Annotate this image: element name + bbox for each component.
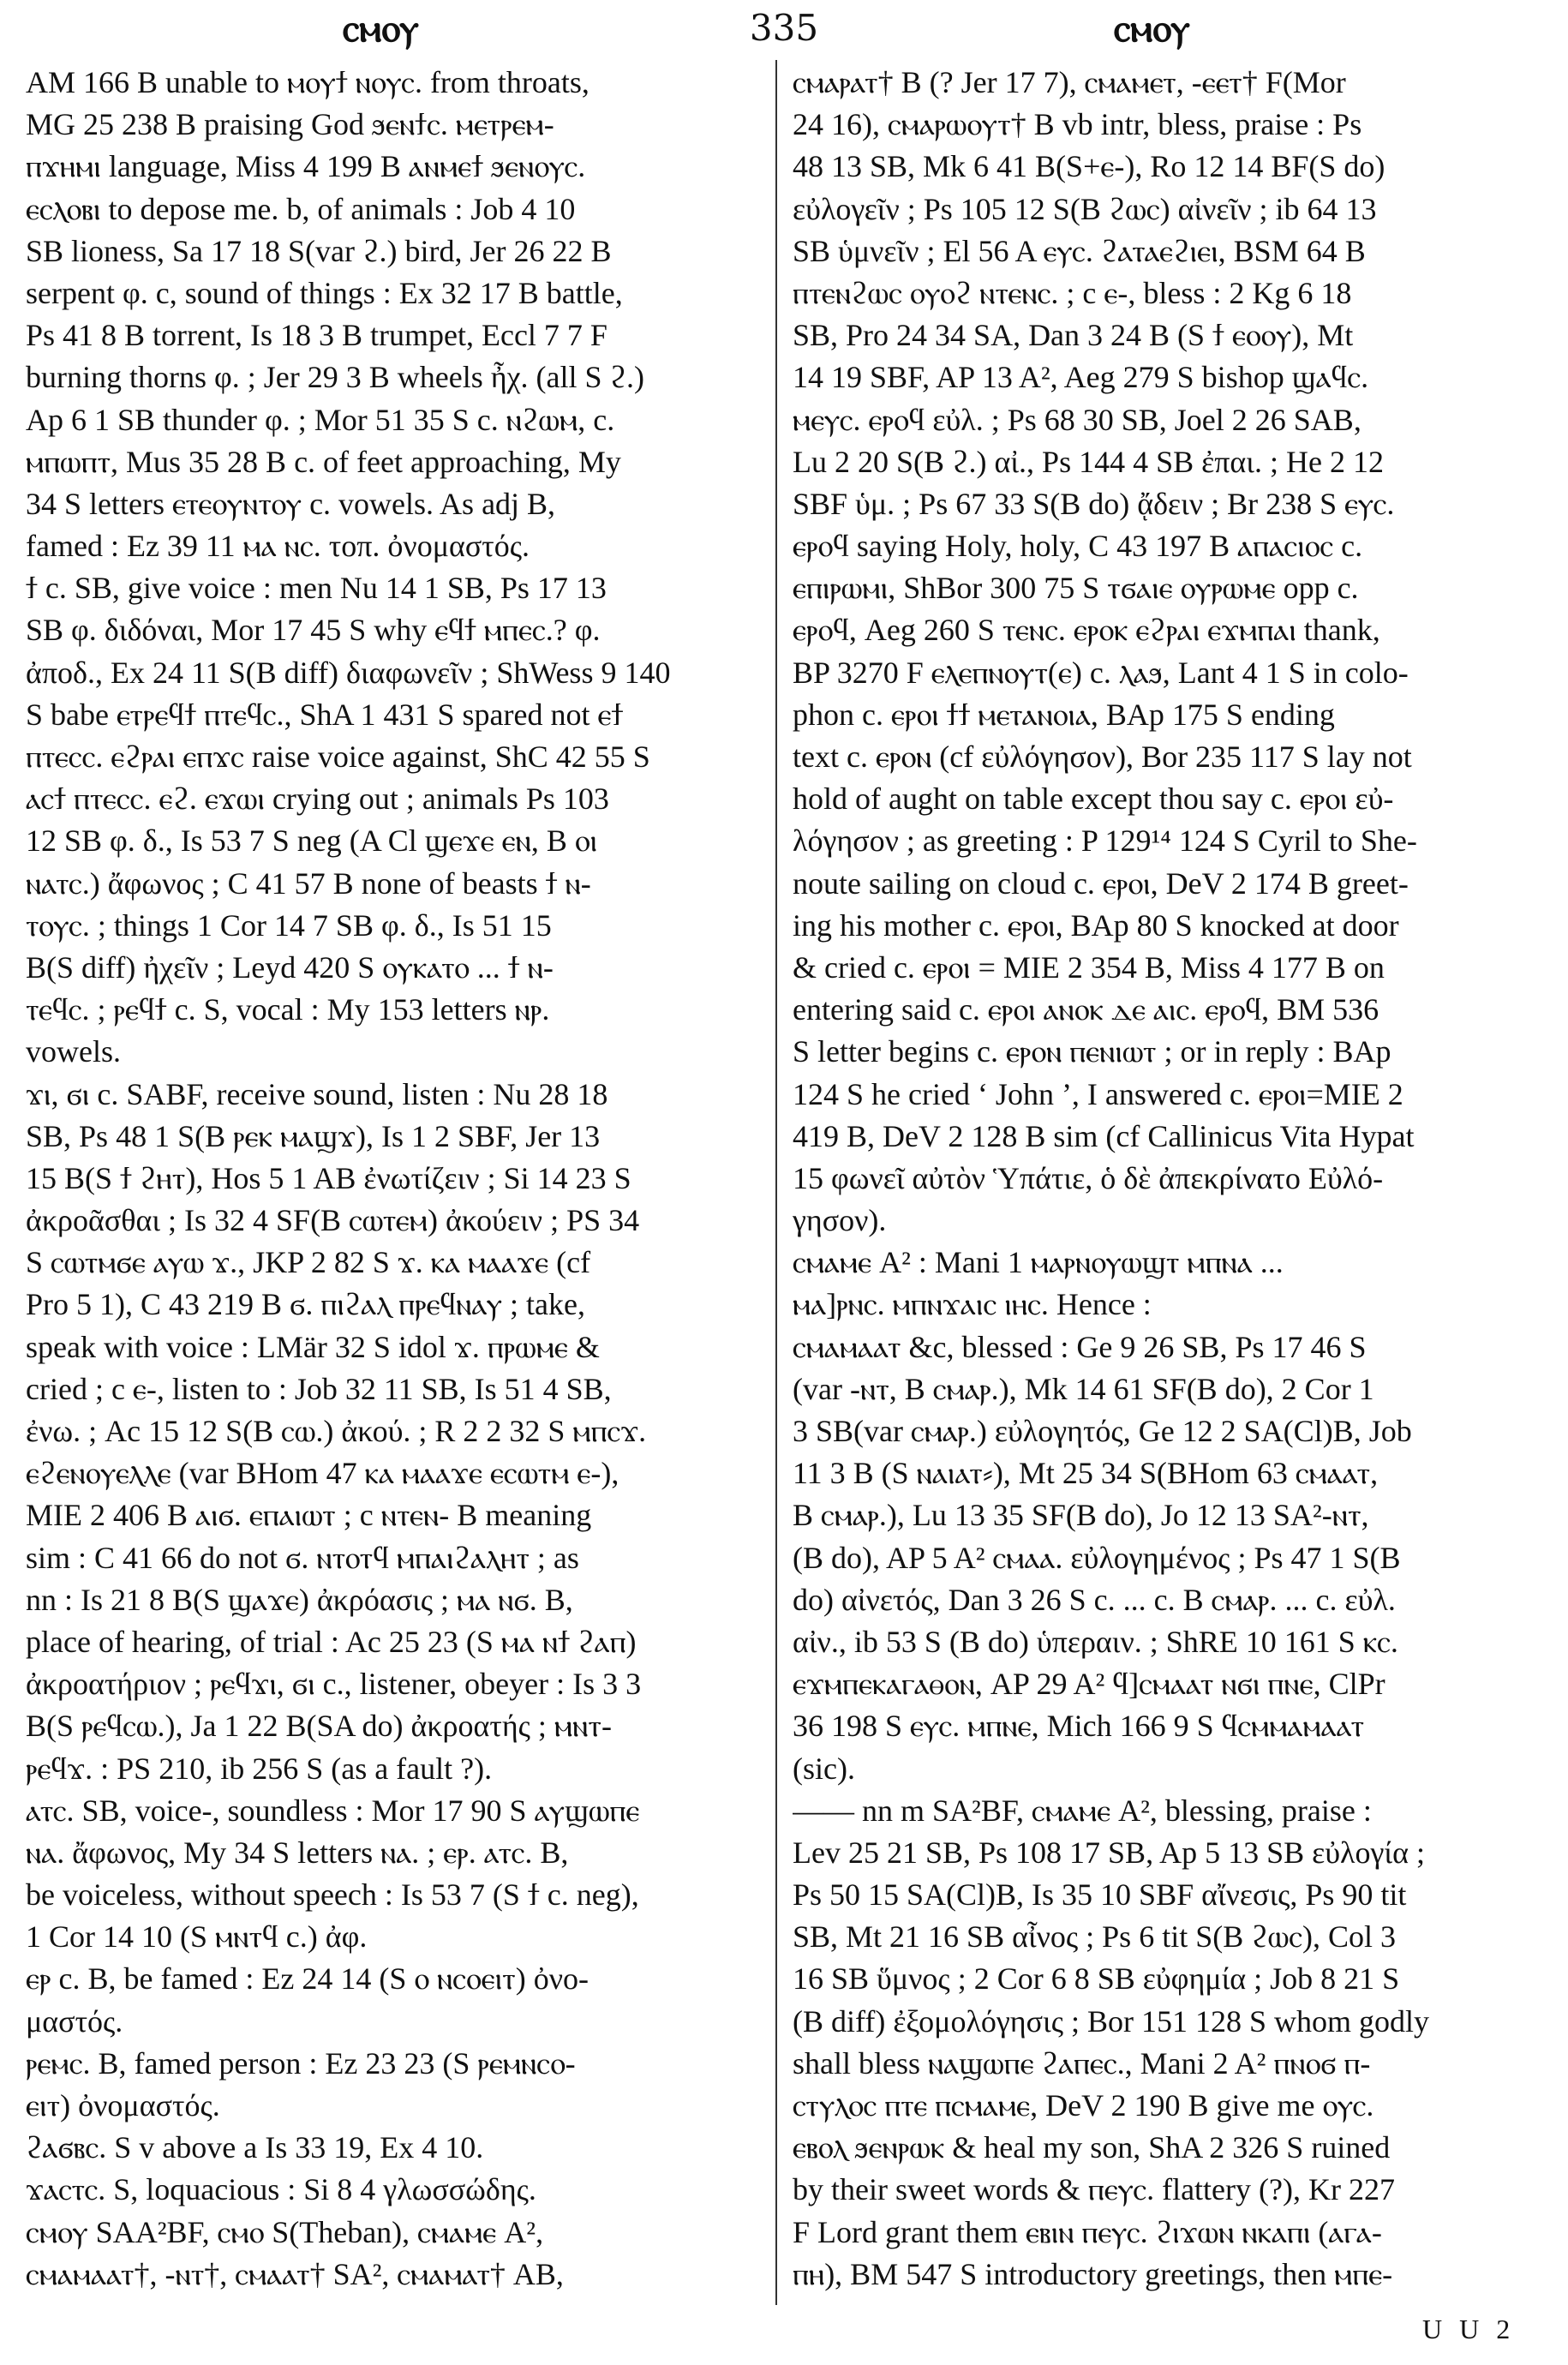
text-line: ⲧⲟⲩⲥ. ; things 1 Cor 14 7 SB φ. δ., Is 51 15 <box>26 907 552 943</box>
text-line: ϫⲓ, ϭⲓ c. SABF, receive sound, listen : Nu 28 18 <box>26 1076 608 1111</box>
text-line: ⲡⲧⲉⲥⲥ. ⲉϩⲣⲁⲓ ⲉⲡϫⲥ raise voice against, ShC 42 55 S <box>26 739 650 774</box>
text-line: Ap 6 1 SB thunder φ. ; Mor 51 35 S c. ⲛϩⲱⲙ, c. <box>26 402 615 437</box>
text-line: ⲉϩⲉⲛⲟⲩⲉⲗⲗⲉ (var BHom 47 ⲕⲁ ⲙⲁⲁϫⲉ ⲉⲥⲱⲧⲙ ⲉ-), <box>26 1456 619 1491</box>
text-line: ⲣⲉⲙⲥ. B, famed person : Ez 23 23 (S ⲣⲉⲙⲛⲥⲟ- <box>26 2045 576 2081</box>
text-line: S babe ⲉⲧⲣⲉϥϯ ⲡⲧⲉϥⲥ., ShA 1 431 S spared not ⲉϯ <box>26 697 624 732</box>
text-line: cried ; c ⲉ-, listen to : Job 32 11 SB, Is 51 4 SB, <box>26 1371 612 1406</box>
text-line: AM 166 B unable to ⲙⲟⲩϯ ⲛⲟⲩⲥ. from throats, <box>26 65 589 99</box>
text-line: SBF ὑμ. ; Ps 67 33 S(B do) ᾄδειν ; Br 238 S ⲉⲩⲥ. <box>793 486 1395 521</box>
text-line: 1 Cor 14 10 (S ⲙⲛⲧϥ c.) ἀφ. <box>26 1919 368 1955</box>
text-line: ⲥⲙⲁⲙⲁⲁⲧ &c, blessed : Ge 9 26 SB, Ps 17 46 S <box>793 1329 1367 1364</box>
text-line: ⲡϫⲏⲙⲓ language, Miss 4 199 B ⲁⲛⲙⲉϯ ϧⲉⲛⲟⲩⲥ. <box>26 149 586 184</box>
text-line: ϯ c. SB, give voice : men Nu 14 1 SB, Ps 17 13 <box>26 571 607 606</box>
text-line: ⲉⲣⲟϥ, Aeg 260 S ⲧⲉⲛⲥ. ⲉⲣⲟⲕ ⲉϩⲣⲁⲓ ⲉϫⲙⲡⲁⲓ thank, <box>793 613 1380 648</box>
text-line: ϫⲁⲥⲧⲥ. S, loquacious : Si 8 4 γλωσσώδης. <box>26 2172 536 2207</box>
text-line: S ⲥⲱⲧⲙϭⲉ ⲁⲩⲱ ϫ., JKP 2 82 S ϫ. ⲕⲁ ⲙⲁⲁϫⲉ (cf <box>26 1245 591 1280</box>
text-line: 3 SB(var ⲥⲙⲁⲣ.) εὐλογητός, Ge 12 2 SA(Cl)B, Job <box>793 1414 1412 1448</box>
text-line: 16 SB ὕμνος ; 2 Cor 6 8 SB εὐφημία ; Job 8 21 S <box>793 1961 1400 1997</box>
text-line: 124 S he cried ‘ John ’, I answered c. ⲉⲣⲟⲓ=MIE 2 <box>793 1076 1403 1111</box>
column-divider <box>775 60 777 2305</box>
text-line: BP 3270 F ⲉⲗⲉⲡⲛⲟⲩⲧ(ⲉ) c. ⲗⲁϧ, Lant 4 1 S in colo- <box>793 655 1409 690</box>
text-line: hold of aught on table except thou say c. ⲉⲣⲟⲓ εὐ- <box>793 781 1394 817</box>
text-line: speak with voice : LMär 32 S idol ϫ. ⲡⲣⲱⲙⲉ & <box>26 1329 600 1364</box>
text-line: entering said c. ⲉⲣⲟⲓ ⲁⲛⲟⲕ ⲇⲉ ⲁⲓⲥ. ⲉⲣⲟϥ, BM 536 <box>793 992 1379 1027</box>
text-line: ⲙⲁ]ⲣⲛⲥ. ⲙⲡⲛϫⲁⲓⲥ ⲓⲏⲥ. Hence : <box>793 1287 1152 1322</box>
text-line: 15 φωνεῖ αὐτὸν Ὑπάτιε, ὁ δὲ ἀπεκρίνατο Εὐλό- <box>793 1160 1384 1195</box>
text-line: S letter begins c. ⲉⲣⲟⲛ ⲡⲉⲛⲓⲱⲧ ; or in reply : BAp <box>793 1034 1391 1069</box>
text-line: nn : Is 21 8 B(S ϣⲁϫⲉ) ἀκρόασις ; ⲙⲁ ⲛϭ. B, <box>26 1582 573 1617</box>
text-line: Lev 25 21 SB, Ps 108 17 SB, Ap 5 13 SB εὐλογία ; <box>793 1835 1425 1870</box>
text-line: by their sweet words & ⲡⲉⲩⲥ. flattery (?), Kr 227 <box>793 2172 1395 2207</box>
text-line: ⲥⲙⲁⲙⲉ A² : Mani 1 ⲙⲁⲣⲛⲟⲩⲱϣⲧ ⲙⲡⲛⲁ ... <box>793 1245 1284 1280</box>
text-line: ⲧⲉϥⲥ. ; ⲣⲉϥϯ c. S, vocal : My 153 letters ⲛⲣ. <box>26 992 550 1027</box>
text-line: 34 S letters ⲉⲧⲉⲟⲩⲛⲧⲟⲩ c. vowels. As adj B, <box>26 486 556 521</box>
text-line: ⲉⲥⲗⲟⲃⲓ to depose me. b, of animals : Job 4 10 <box>26 191 576 226</box>
text-line: SB, Mt 21 16 SB αἶνος ; Ps 6 tit S(B ϩⲱⲥ), Col 3 <box>793 1919 1397 1955</box>
text-line: ⲡⲏ), BM 547 S introductory greetings, then ⲙⲡⲉ- <box>793 2256 1393 2291</box>
text-line: ϩⲁϭⲃⲥ. S v above a Is 33 19, Ex 4 10. <box>26 2130 484 2165</box>
text-line: (B diff) ἐξομολόγησις ; Bor 151 128 S whom godly <box>793 2003 1430 2039</box>
text-line: sim : C 41 66 do not ϭ. ⲛⲧⲟⲧϥ ⲙⲡⲁⲓϩⲁⲗⲏⲧ ; as <box>26 1540 579 1575</box>
text-line: serpent φ. c, sound of things : Ex 32 17 B battle, <box>26 275 623 310</box>
text-line: Ps 50 15 SA(Cl)B, Is 35 10 SBF αἴνεσις, Ps 90 tit <box>793 1877 1407 1913</box>
text-line: B(S diff) ἠχεῖν ; Leyd 420 S ⲟⲩⲕⲁⲧⲟ ... ϯ ⲛ- <box>26 949 554 985</box>
text-line: μαστός. <box>26 2003 123 2039</box>
text-line: ⲙⲡⲱⲡⲧ, Mus 35 28 B c. of feet approaching, My <box>26 444 621 479</box>
text-line: ⲛⲁⲧⲥ.) ἄφωνος ; C 41 57 B none of beasts ϯ ⲛ- <box>26 865 591 901</box>
text-line: SB ὑμνεῖν ; El 56 A ⲉⲩⲥ. ϩⲁⲧⲁⲉϩⲓⲉⲓ, BSM 64 B <box>793 233 1366 268</box>
text-line: SB, Pro 24 34 SA, Dan 3 24 B (S ϯ ⲉⲟⲟⲩ), Mt <box>793 318 1354 353</box>
running-head-right: ⲥⲙⲟⲩ <box>1114 7 1190 51</box>
running-head-left: ⲥⲙⲟⲩ <box>343 7 419 51</box>
text-line: vowels. <box>26 1034 121 1069</box>
right-column <box>793 62 1529 2315</box>
text-line: 15 B(S ϯ ϩⲏⲧ), Hos 5 1 AB ἐνωτίζειν ; Si 14 23 S <box>26 1160 631 1195</box>
text-line: do) αἰνετός, Dan 3 26 S c. ... c. B ⲥⲙⲁⲣ. ... c. εὐλ. <box>793 1582 1396 1617</box>
text-line: 36 198 S ⲉⲩⲥ. ⲙⲡⲛⲉ, Mich 166 9 S ϥⲥⲙⲙⲁⲙⲁⲁⲧ <box>793 1709 1365 1744</box>
text-line: ἀκροατήριον ; ⲣⲉϥϫⲓ, ϭⲓ c., listener, obeyer : Is 3 3 <box>26 1667 642 1702</box>
text-line: be voiceless, without speech : Is 53 7 (S ϯ c. neg), <box>26 1877 639 1913</box>
text-line: ⲁⲧⲥ. SB, voice-, soundless : Mor 17 90 S ⲁⲩϣⲱⲡⲉ <box>26 1793 640 1828</box>
text-line: MIE 2 406 B ⲁⲓϭ. ⲉⲡⲁⲓⲱⲧ ; c ⲛⲧⲉⲛ- B meaning <box>26 1498 592 1533</box>
text-line: ἐνω. ; Ac 15 12 S(B ⲥⲱ.) ἀκού. ; R 2 2 32 S ⲙⲡⲥϫ. <box>26 1414 647 1448</box>
text-line: F Lord grant them ⲉⲃⲓⲛ ⲡⲉⲩⲥ. ϩⲓϫⲱⲛ ⲛⲕⲁⲡⲓ (ⲁⲅⲁ- <box>793 2214 1382 2249</box>
text-line: (sic). <box>793 1751 855 1786</box>
text-line: 12 SB φ. δ., Is 53 7 S neg (A Cl ϣⲉϫⲉ ⲉⲛ, B ⲟⲓ <box>26 823 598 859</box>
text-line: ⲉⲃⲟⲗ ϧⲉⲛⲣⲱⲕ & heal my son, ShA 2 326 S ruined <box>793 2130 1391 2165</box>
text-line: 419 B, DeV 2 128 B sim (cf Callinicus Vita Hypat <box>793 1118 1415 1153</box>
text-line: ⲥⲙⲁⲙⲁⲁⲧ†, -ⲛⲧ†, ⲥⲙⲁⲁⲧ† SA², ⲥⲙⲁⲙⲁⲧ† AB, <box>26 2256 564 2291</box>
text-line: ⲥⲧⲩⲗⲟⲥ ⲡⲧⲉ ⲡⲥⲙⲁⲙⲉ, DeV 2 190 B give me ⲟⲩⲥ. <box>793 2088 1374 2123</box>
text-line: noute sailing on cloud c. ⲉⲣⲟⲓ, DeV 2 174 B greet- <box>793 865 1409 901</box>
text-line: (var -ⲛⲧ, B ⲥⲙⲁⲣ.), Mk 14 61 SF(B do), 2 Cor 1 <box>793 1371 1374 1406</box>
text-line: ⲉⲓⲧ) ὀνομαστός. <box>26 2088 220 2123</box>
text-line: —— nn m SA²BF, ⲥⲙⲁⲙⲉ A², blessing, praise : <box>793 1793 1372 1828</box>
text-line: B(S ⲣⲉϥⲥⲱ.), Ja 1 22 B(SA do) ἀκροατής ; ⲙⲛⲧ- <box>26 1709 612 1744</box>
text-line: 24 16), ⲥⲙⲁⲣⲱⲟⲩⲧ† B vb intr, bless, praise : Ps <box>793 107 1362 142</box>
text-line: place of hearing, of trial : Ac 25 23 (S ⲙⲁ ⲛϯ ϩⲁⲡ) <box>26 1624 637 1659</box>
text-line: ⲡⲧⲉⲛϩⲱⲥ ⲟⲩⲟϩ ⲛⲧⲉⲛⲥ. ; c ⲉ-, bless : 2 Kg 6 18 <box>793 275 1352 310</box>
left-column <box>26 62 763 2315</box>
text-line: ⲣⲉϥϫ. : PS 210, ib 256 S (as a fault ?). <box>26 1751 493 1786</box>
text-line: γησον). <box>793 1203 887 1238</box>
text-line: burning thorns φ. ; Jer 29 3 B wheels ἦχ. (all S ϩ.) <box>26 360 645 395</box>
text-line: αἰν., ib 53 S (B do) ὑπεραιν. ; ShRE 10 161 S ⲕⲥ. <box>793 1624 1398 1659</box>
text-line: SB φ. διδόναι, Mor 17 45 S why ⲉϥϯ ⲙⲡⲉⲥ.? φ. <box>26 613 601 648</box>
text-line: ⲥⲙⲁⲣⲁⲧ† B (? Jer 17 7), ⲥⲙⲁⲙⲉⲧ, -ⲉⲉⲧ† F(Mor <box>793 65 1346 99</box>
text-line: 11 3 B (S ⲛⲁⲓⲁⲧ⸗), Mt 25 34 S(BHom 63 ⲥⲙⲁⲁⲧ, <box>793 1456 1379 1491</box>
text-line: ἀκροᾶσθαι ; Is 32 4 SF(B ⲥⲱⲧⲉⲙ) ἀκούειν ; PS 34 <box>26 1203 640 1238</box>
text-line: 14 19 SBF, AP 13 A², Aeg 279 S bishop ϣⲁϥⲥ. <box>793 360 1369 395</box>
text-line: shall bless ⲛⲁϣⲱⲡⲉ ϩⲁⲡⲉⲥ., Mani 2 A² ⲡⲛⲟϭ ⲡ- <box>793 2045 1371 2081</box>
text-line: ⲉⲣⲟϥ saying Holy, holy, C 43 197 B ⲁⲡⲁⲥⲓⲟⲥ c. <box>793 529 1363 564</box>
text-line: ⲁⲥϯ ⲡⲧⲉⲥⲥ. ⲉϩ. ⲉϫⲱⲓ crying out ; animals Ps 103 <box>26 781 609 817</box>
text-line: phon c. ⲉⲣⲟⲓ ϯϯ ⲙⲉⲧⲁⲛⲟⲓⲁ, BAp 175 S ending <box>793 697 1335 732</box>
page-number: 335 <box>749 7 819 49</box>
text-line: SB, Ps 48 1 S(B ⲣⲉⲕ ⲙⲁϣϫ), Is 1 2 SBF, Jer 13 <box>26 1118 601 1153</box>
text-line: ⲉⲡⲓⲣⲱⲙⲓ, ShBor 300 75 S ⲧϭⲁⲓⲉ ⲟⲩⲣⲱⲙⲉ opp c. <box>793 571 1359 606</box>
text-line: 48 13 SB, Mk 6 41 B(S+ⲉ-), Ro 12 14 BF(S do) <box>793 149 1385 184</box>
text-line: λόγησον ; as greeting : P 129¹⁴ 124 S Cyril to She- <box>793 823 1417 859</box>
text-line: text c. ⲉⲣⲟⲛ (cf εὐλόγησον), Bor 235 117 S lay not <box>793 739 1412 774</box>
text-line: ⲙⲉⲩⲥ. ⲉⲣⲟϥ εὐλ. ; Ps 68 30 SB, Joel 2 26 SAB, <box>793 402 1362 437</box>
signature-mark: U U 2 <box>1422 2314 1516 2344</box>
text-line: B ⲥⲙⲁⲣ.), Lu 13 35 SF(B do), Jo 12 13 SA²-ⲛⲧ, <box>793 1498 1369 1533</box>
text-line: ⲥⲙⲟⲩ SAA²BF, ⲥⲙⲟ S(Theban), ⲥⲙⲁⲙⲉ A², <box>26 2214 544 2249</box>
text-line: ⲉϫⲙⲡⲉⲕⲁⲅⲁⲑⲟⲛ, AP 29 A² ϥ]ⲥⲙⲁⲁⲧ ⲛϭⲓ ⲡⲛⲉ, ClPr <box>793 1667 1385 1702</box>
text-line: (B do), AP 5 A² ⲥⲙⲁⲁ. εὐλογημένος ; Ps 47 1 S(B <box>793 1540 1401 1575</box>
text-line: ing his mother c. ⲉⲣⲟⲓ, BAp 80 S knocked at door <box>793 907 1399 943</box>
text-line: ἀποδ., Ex 24 11 S(B diff) διαφωνεῖν ; ShWess 9 140 <box>26 655 671 690</box>
text-line: ⲛⲁ. ἄφωνος, My 34 S letters ⲛⲁ. ; ⲉⲣ. ⲁⲧⲥ. B, <box>26 1835 569 1870</box>
text-line: Pro 5 1), C 43 219 B ϭ. ⲡⲓϩⲁⲗ ⲡⲣⲉϥⲛⲁⲩ ; take, <box>26 1287 585 1322</box>
text-line: Ps 41 8 B torrent, Is 18 3 B trumpet, Eccl 7 7 F <box>26 318 607 353</box>
text-line: SB lioness, Sa 17 18 S(var ϩ.) bird, Jer 26 22 B <box>26 233 612 268</box>
text-line: & cried c. ⲉⲣⲟⲓ = MIE 2 354 B, Miss 4 177 B on <box>793 949 1385 985</box>
text-line: Lu 2 20 S(B ϩ.) αἰ., Ps 144 4 SB ἐπαι. ; He 2 12 <box>793 444 1384 479</box>
text-line: famed : Ez 39 11 ⲙⲁ ⲛⲥ. τοπ. ὀνομαστός. <box>26 529 530 564</box>
text-line: MG 25 238 B praising God ϧⲉⲛϯⲥ. ⲙⲉⲧⲣⲉⲙ- <box>26 107 554 142</box>
text-line: εὐλογεῖν ; Ps 105 12 S(B ϩⲱⲥ) αἰνεῖν ; ib 64 13 <box>793 191 1377 226</box>
text-line: ⲉⲣ c. B, be famed : Ez 24 14 (S ⲟ ⲛⲥⲟⲉⲓⲧ) ὀνο- <box>26 1961 589 1997</box>
